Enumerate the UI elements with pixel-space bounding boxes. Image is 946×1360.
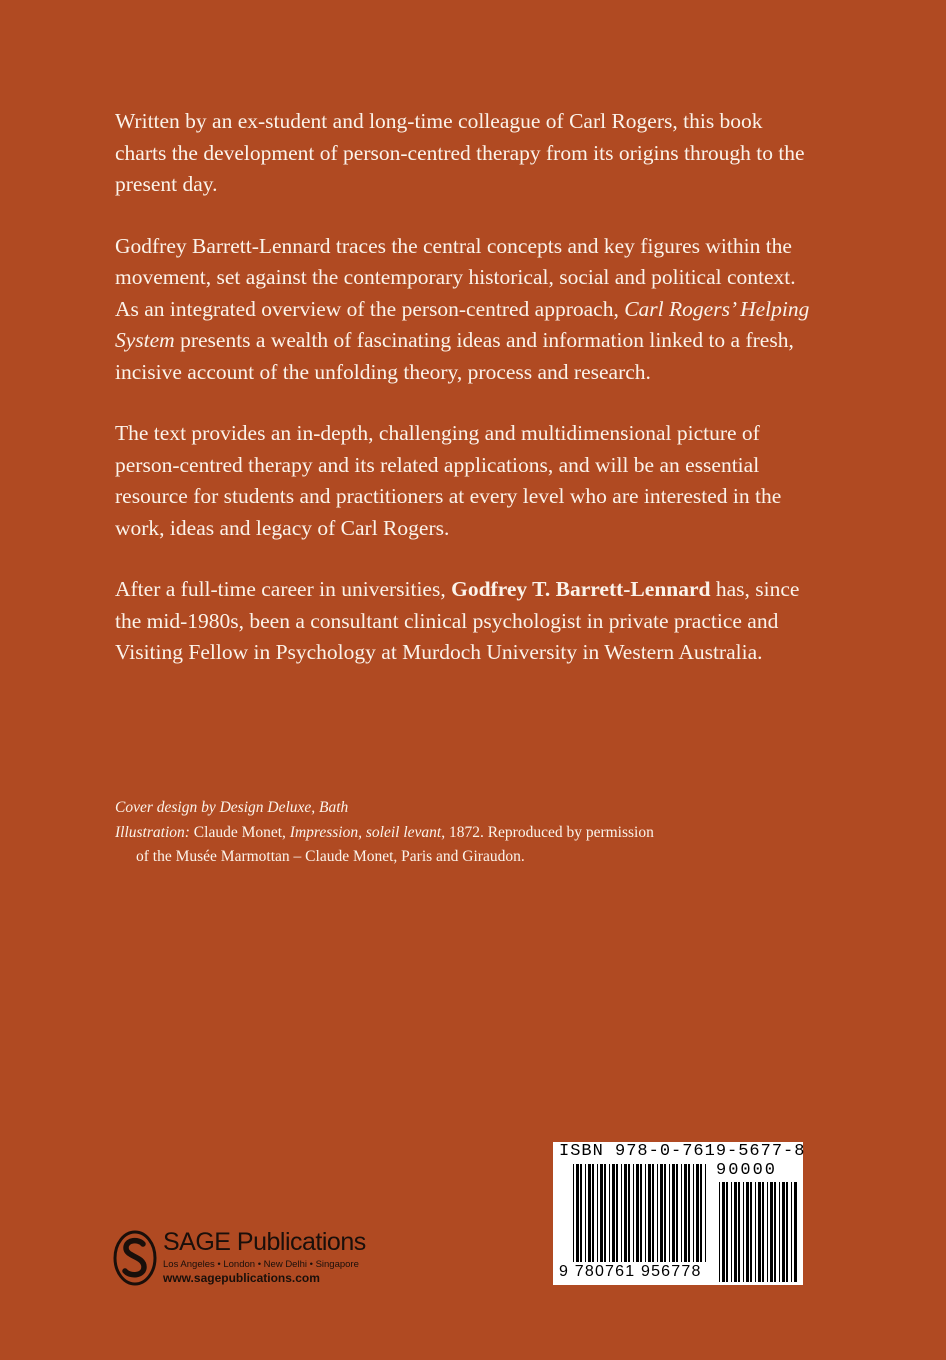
publisher-name: SAGE Publications [163, 1228, 366, 1256]
author-name-bold: Godfrey T. Barrett-Lennard [451, 577, 711, 601]
blurb-paragraph-3: The text provides an in-depth, challenging and multidimensional picture of person-centred therapy and its related applications, and will be an essential resource for students and practitioners at every level who are interested in the work, ideas and legacy of Carl Rogers. [115, 421, 782, 540]
barcode-bar [722, 1182, 725, 1282]
barcode-bar [612, 1164, 615, 1262]
barcode-digits: 9 780761 956778 [559, 1263, 702, 1280]
barcode-bar [719, 1182, 720, 1282]
barcode-bar [660, 1164, 663, 1262]
barcode-bar [705, 1164, 706, 1262]
book-title-italic: Carl Rogers’ Helping System [115, 296, 810, 352]
barcode-bar [669, 1164, 670, 1262]
author-bio-start: After a full-time career in universities, [115, 577, 452, 601]
barcode-bar [672, 1164, 675, 1262]
sage-s-logo-icon [113, 1230, 157, 1286]
cover-design-credit [115, 796, 755, 821]
illustration-credit-line2: of the Musée Marmottan – Claude Monet, Paris and Giraudon. [136, 848, 525, 865]
barcode-bar [696, 1164, 699, 1262]
barcode-bar [782, 1182, 785, 1282]
isbn-barcode [553, 1142, 806, 1285]
barcode-bar [592, 1164, 594, 1262]
illustration-artist: Claude Monet, [189, 823, 290, 841]
illustration-title: Impression, soleil levant [289, 823, 442, 841]
barcode-bar [681, 1164, 682, 1262]
barcode-bar [676, 1164, 678, 1262]
barcode-bar [688, 1164, 690, 1262]
barcode-bar [573, 1164, 574, 1262]
back-cover-blurb [115, 106, 815, 699]
barcode-bar [604, 1164, 606, 1262]
publisher-cities: Los Angeles • London • New Delhi • Singapore [163, 1259, 359, 1270]
barcode-bar [762, 1182, 764, 1282]
barcode-bar [609, 1164, 610, 1262]
barcode-bar [743, 1182, 744, 1282]
barcode-bar [628, 1164, 630, 1262]
barcode-bar [624, 1164, 627, 1262]
illustration-credit [115, 821, 755, 846]
barcode-bar [758, 1182, 761, 1282]
barcode-bar [664, 1164, 666, 1262]
barcode-bar [767, 1182, 768, 1282]
barcode-bar [576, 1164, 579, 1262]
price-addon-number: 90000 [716, 1161, 778, 1180]
barcode-bar [640, 1164, 642, 1262]
barcode-bar [580, 1164, 582, 1262]
cover-credits [115, 796, 755, 870]
barcode-bar [791, 1182, 792, 1282]
blurb-p2-text-start: Godfrey Barrett-Lennard traces the central concepts and key figures within the movement, set against the contemporary historical, social and political context. As an integrated overview of the person-centred approach, [115, 233, 796, 321]
author-bio-end: has, since the mid-1980s, been a consultant clinical psychologist in private practice and Visiting Fellow in Psychology at Murdoch University in Western Australia. [115, 577, 800, 664]
barcode-bar [746, 1182, 749, 1282]
illustration-label: Illustration: [115, 823, 190, 841]
barcode-bar [700, 1164, 702, 1262]
barcode-bar [738, 1182, 740, 1282]
barcode-bar [648, 1164, 651, 1262]
barcode-bar [750, 1182, 752, 1282]
barcode-bar [734, 1182, 737, 1282]
barcode-bar [774, 1182, 776, 1282]
barcode-bar [600, 1164, 603, 1262]
barcode-bar [794, 1182, 797, 1282]
illustration-year: , 1872. Reproduced by permission [441, 823, 654, 841]
blurb-paragraph-2 [115, 231, 815, 389]
barcode-bar [597, 1164, 598, 1262]
cover-design-text: Cover design by Design Deluxe, Bath [115, 799, 349, 816]
barcode-bar [726, 1182, 728, 1282]
barcode-bar [779, 1182, 780, 1282]
barcode-bar [657, 1164, 658, 1262]
blurb-paragraph-1: Written by an ex-student and long-time colleague of Carl Rogers, this book charts the development of person-centred therapy from its origins through to the present day. [115, 109, 805, 196]
barcode-bar [731, 1182, 732, 1282]
blurb-p2-text-end: presents a wealth of fascinating ideas and information linked to a fresh, incisive account of the unfolding theory, process and research. [115, 328, 794, 384]
barcode-bar [621, 1164, 622, 1262]
barcode-bar [684, 1164, 687, 1262]
publisher-logo [113, 1222, 383, 1302]
barcode-bar [770, 1182, 773, 1282]
publisher-url: www.sagepublications.com [163, 1271, 320, 1285]
barcode-bar [588, 1164, 591, 1262]
barcode-bar [693, 1164, 694, 1262]
barcode-bar [616, 1164, 618, 1262]
barcode-bar [652, 1164, 654, 1262]
barcode-bar [585, 1164, 586, 1262]
barcode-bar [786, 1182, 788, 1282]
barcode-bar [755, 1182, 756, 1282]
barcode-bar [645, 1164, 646, 1262]
author-bio [115, 574, 815, 669]
barcode-bar [636, 1164, 639, 1262]
barcode-bar [633, 1164, 634, 1262]
isbn-number: ISBN 978-0-7619-5677-8 [559, 1142, 806, 1161]
